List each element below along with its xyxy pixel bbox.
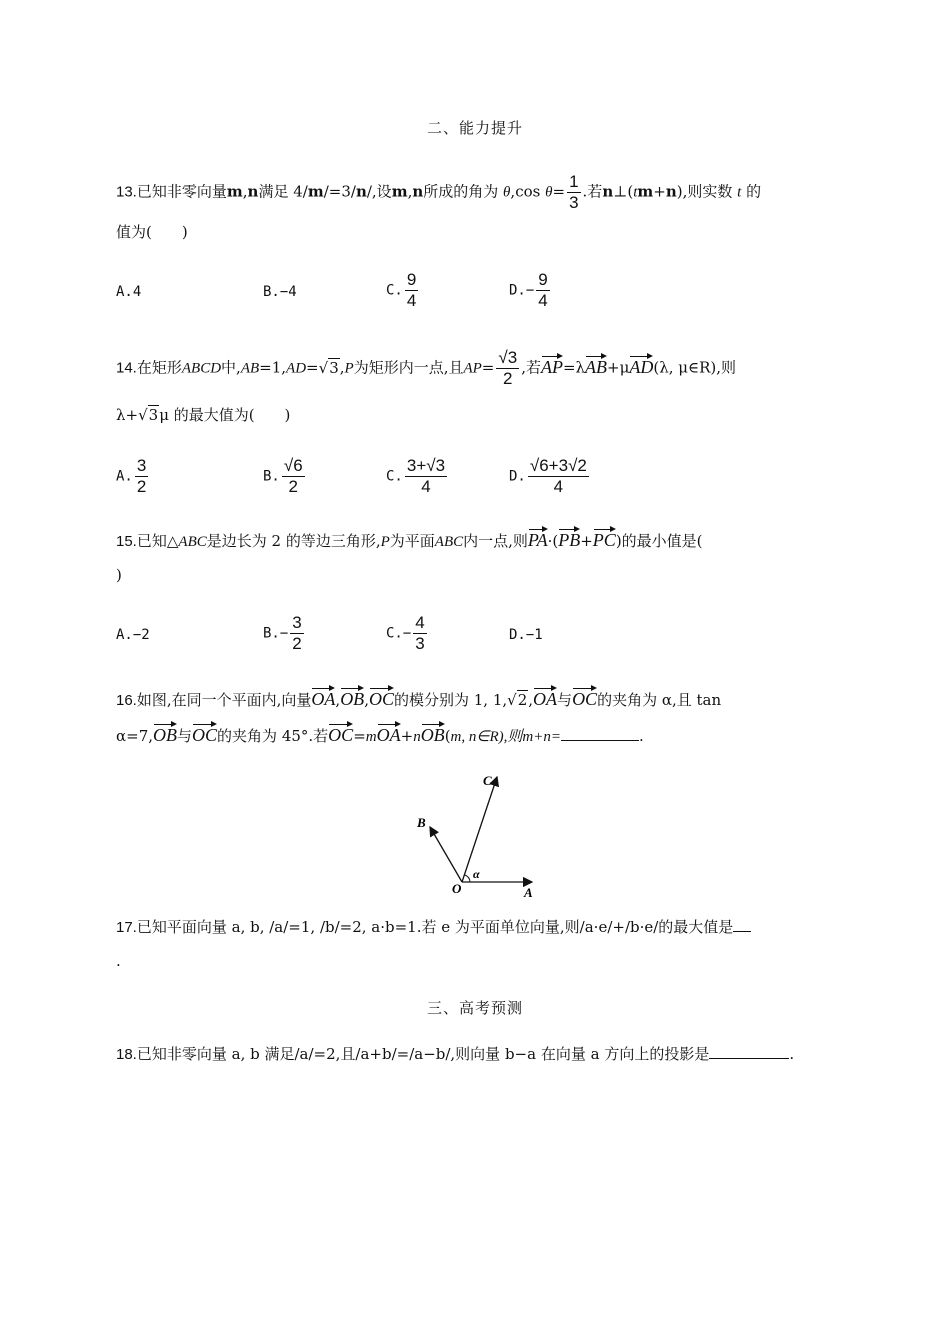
question-number: 18. bbox=[116, 1046, 137, 1063]
vector-figure bbox=[410, 765, 550, 900]
option-d: D. $\frac{√6+3√2}{4}$ bbox=[509, 456, 587, 496]
answer-blank[interactable] bbox=[561, 740, 639, 741]
option-b: B.− $\frac{3}{2}$ bbox=[263, 613, 302, 653]
section-heading-ability: 二、能力提升 bbox=[426, 119, 523, 137]
label-c: C bbox=[483, 773, 492, 788]
question-15-line2: ) bbox=[116, 566, 122, 584]
option-d: D.− $\frac{9}{4}$ bbox=[509, 270, 548, 310]
answer-blank[interactable] bbox=[733, 931, 751, 932]
section-heading-forecast: 三、高考预测 bbox=[426, 999, 523, 1017]
fraction: $\frac{1}{3}$ bbox=[569, 172, 579, 212]
question-15: 15.已知△ABC是边长为 2 的等边三角形,P为平面ABC内一点,则PA·(PB+PC)的最小值是( bbox=[116, 527, 703, 556]
option-a: A. $\frac{3}{2}$ bbox=[116, 456, 147, 496]
option-b: B.−4 bbox=[263, 284, 297, 300]
question-number: 16. bbox=[116, 692, 137, 709]
question-13: 13.已知非零向量m,n满足 4/m/=3/n/,设m,n所成的角为 θ,cos θ= $\frac{1}{3}$ .若n⊥(tm+n),则实数 t 的 bbox=[116, 172, 762, 212]
label-alpha: α bbox=[473, 867, 480, 881]
question-18: 18.已知非零向量 a, b 满足/a/=2,且/a+b/=/a−b/,则向量 b−a 在向量 a 方向上的投影是 . bbox=[116, 1045, 795, 1063]
option-b: B. $\frac{√6}{2}$ bbox=[263, 456, 303, 496]
question-number: 17. bbox=[116, 919, 137, 936]
option-d: D.−1 bbox=[509, 627, 543, 643]
question-17-line2: . bbox=[116, 952, 121, 970]
option-a: A.4 bbox=[116, 284, 142, 300]
angle-arc bbox=[465, 875, 470, 882]
question-13-line2: 值为( ) bbox=[116, 223, 188, 241]
option-c: C. $\frac{3+√3}{4}$ bbox=[386, 456, 446, 496]
label-a: A bbox=[524, 885, 533, 900]
question-14-line2: λ+√3μ 的最大值为( ) bbox=[116, 406, 291, 424]
question-17: 17.已知平面向量 a, b, /a/=1, /b/=2, a·b=1.若 e 为平面单位向量,则/a·e/+/b·e/的最大值是 bbox=[116, 913, 751, 942]
question-16: 16.如图,在同一个平面内,向量OA,OB,OC的模分别为 1, 1,√2,OA与OC的夹角为 α,且 tan bbox=[116, 686, 721, 715]
label-b: B bbox=[417, 815, 426, 830]
label-o: O bbox=[452, 881, 462, 896]
question-number: 14. bbox=[116, 359, 137, 377]
option-c: C.− $\frac{4}{3}$ bbox=[386, 613, 425, 653]
question-number: 15. bbox=[116, 533, 137, 550]
answer-blank[interactable] bbox=[709, 1058, 789, 1059]
question-16-line2: α=7,OB与OC的夹角为 45°.若OC=mOA+nOB(m, n∈R),则m+n= . bbox=[116, 722, 644, 751]
question-14: 14.在矩形ABCD中,AB=1,AD=√3,P为矩形内一点,且AP= $\frac{√3}{2}$ ,若AP=λAB+μAD(λ, μ∈R),则 bbox=[116, 348, 737, 388]
option-c: C. $\frac{9}{4}$ bbox=[386, 270, 417, 310]
question-number: 13. bbox=[116, 183, 137, 201]
vector-ob bbox=[430, 827, 462, 882]
option-a: A.−2 bbox=[116, 627, 150, 643]
